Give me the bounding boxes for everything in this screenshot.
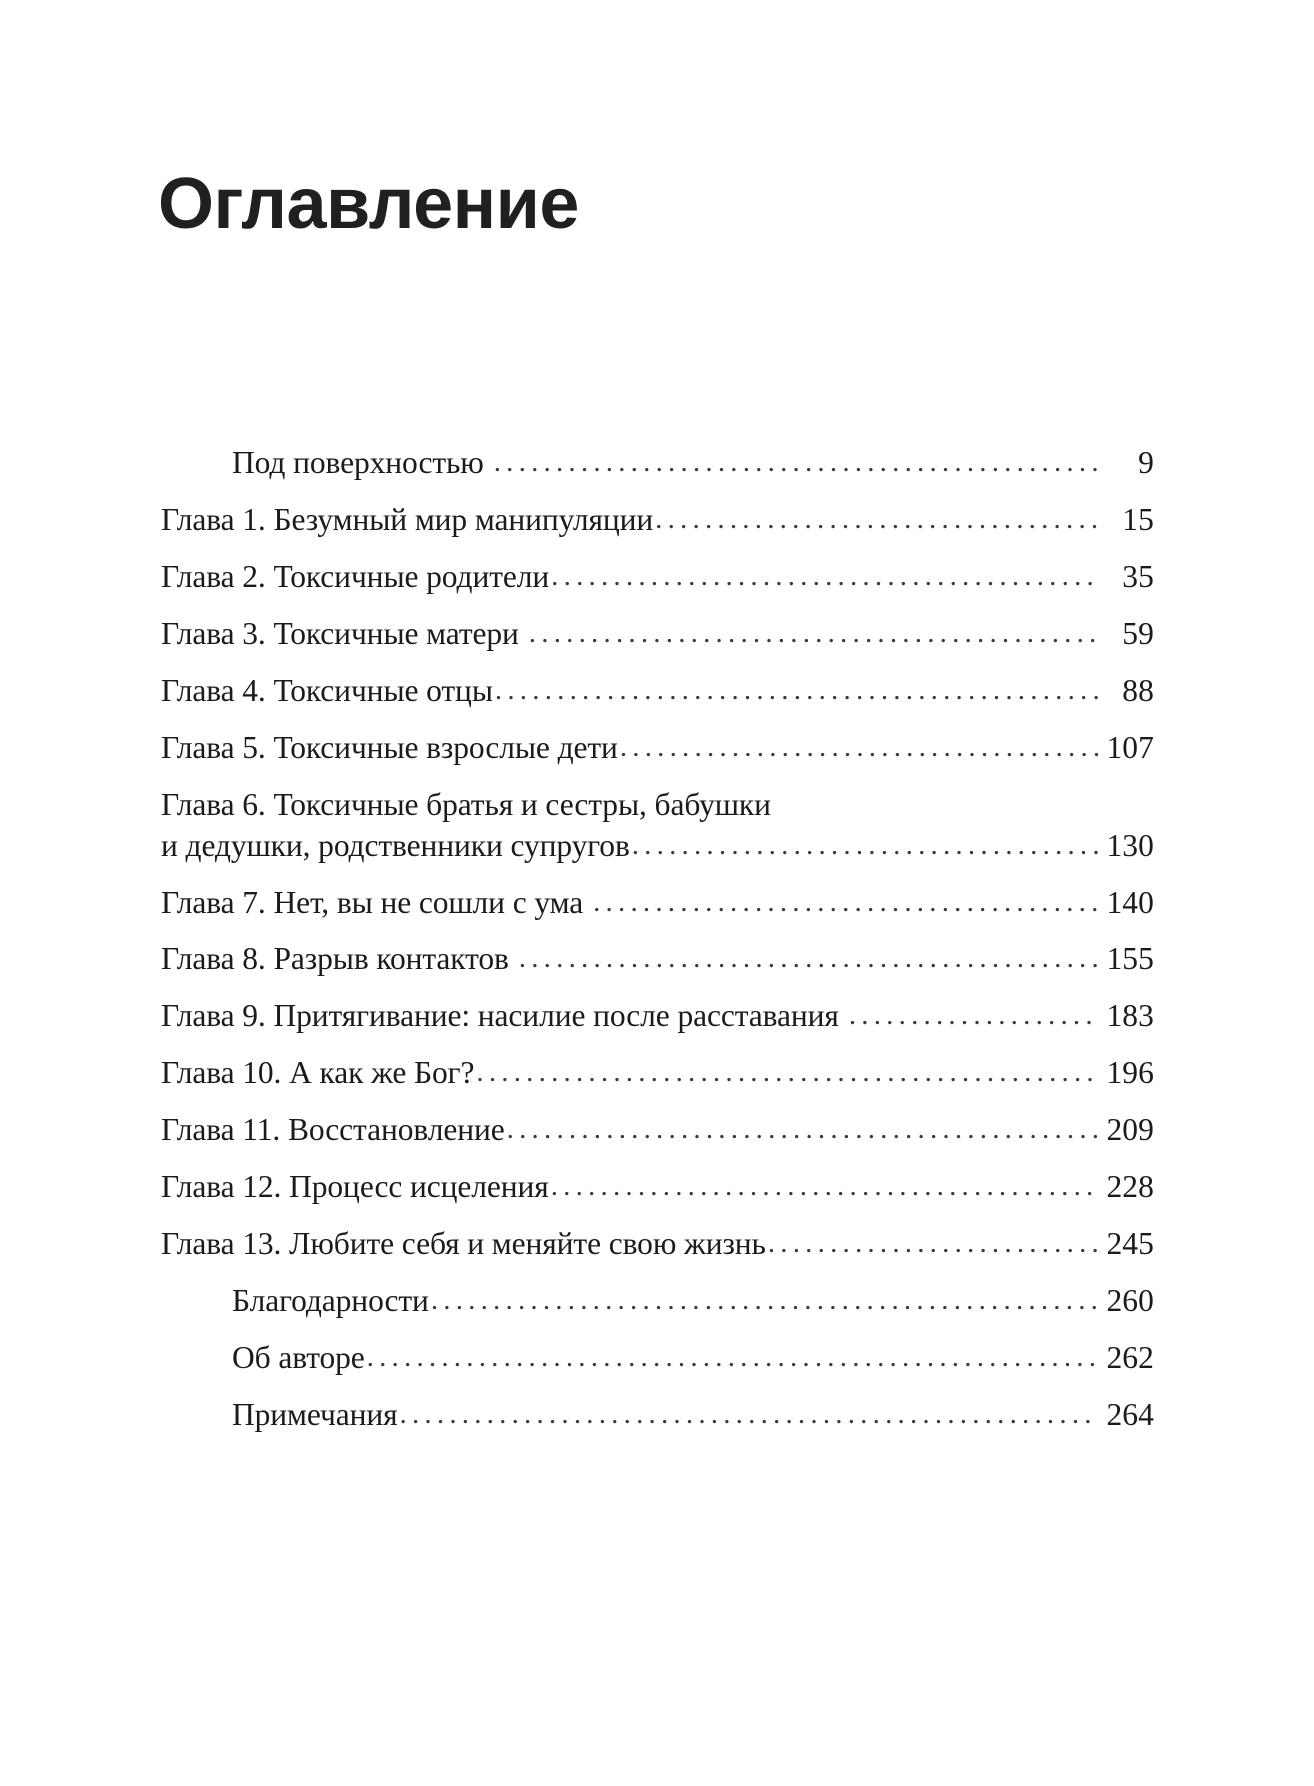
toc-entry-label: Об авторе bbox=[232, 1340, 365, 1375]
toc-entry-page-number: 130 bbox=[1106, 827, 1154, 863]
toc-entry-row bbox=[161, 728, 1154, 769]
toc-entry-page-number: 88 bbox=[1122, 672, 1154, 708]
toc-entry-label: Глава 7. Нет, вы не сошли с ума bbox=[161, 884, 584, 920]
toc-entry-first-line: Глава 6. Токсичные братья и сестры, бабушки bbox=[161, 786, 771, 822]
toc-entry[interactable] bbox=[0, 728, 1314, 769]
toc-entry[interactable] bbox=[0, 557, 1314, 598]
toc-entry-page-number: 9 bbox=[1138, 445, 1154, 480]
toc-entry-label: Глава 4. Токсичные отцы bbox=[161, 672, 493, 708]
toc-dot-leader bbox=[551, 1168, 1098, 1206]
toc-entry-row bbox=[161, 939, 1154, 980]
toc-dot-leader bbox=[551, 558, 1098, 596]
toc-entry-label: Под поверхностью bbox=[232, 445, 484, 480]
toc-entry-label: Глава 2. Токсичные родители bbox=[161, 558, 550, 594]
toc-entry-page-number: 228 bbox=[1106, 1169, 1154, 1205]
toc-entry-row bbox=[161, 1224, 1154, 1265]
toc-dot-leader bbox=[768, 1225, 1098, 1263]
toc-dot-leader bbox=[507, 1111, 1098, 1149]
toc-entry-row bbox=[161, 883, 1154, 924]
toc-entry-row bbox=[161, 500, 1154, 541]
toc-entry-label: Глава 8. Разрыв контактов bbox=[161, 941, 509, 977]
toc-dot-leader bbox=[431, 1282, 1098, 1320]
toc-dot-leader bbox=[632, 827, 1098, 865]
toc-entry[interactable] bbox=[0, 1224, 1314, 1265]
toc-entry-row bbox=[161, 671, 1154, 712]
toc-dot-leader bbox=[849, 997, 1098, 1035]
toc-entry-row bbox=[161, 996, 1154, 1037]
toc-entry-label: Благодарности bbox=[232, 1283, 429, 1319]
toc-entry[interactable] bbox=[0, 671, 1314, 712]
toc-dot-leader bbox=[400, 1396, 1098, 1434]
toc-entry-row bbox=[161, 614, 1154, 655]
toc-entry-label: Глава 5. Токсичные взрослые дети bbox=[161, 729, 618, 765]
toc-dot-leader bbox=[476, 1054, 1098, 1092]
toc-dot-leader bbox=[620, 729, 1098, 767]
toc-entry-page-number: 196 bbox=[1106, 1055, 1154, 1091]
toc-entry-page-number: 59 bbox=[1122, 615, 1154, 651]
toc-list bbox=[0, 443, 1314, 1452]
toc-dot-leader bbox=[494, 444, 1098, 482]
toc-entry-page-number: 262 bbox=[1106, 1340, 1154, 1375]
toc-entry-label: Глава 13. Любите себя и меняйте свою жизнь bbox=[161, 1226, 766, 1262]
toc-entry-label: Глава 3. Токсичные матери bbox=[161, 615, 519, 651]
toc-entry-label: Глава 11. Восстановление bbox=[161, 1112, 505, 1148]
toc-entry-page-number: 209 bbox=[1106, 1112, 1154, 1148]
toc-entry-page-number: 107 bbox=[1106, 729, 1154, 765]
toc-entry-page-number: 264 bbox=[1106, 1396, 1154, 1432]
toc-entry-label: Глава 9. Притягивание: насилие после расставания bbox=[161, 998, 839, 1034]
toc-entry[interactable] bbox=[0, 1167, 1314, 1208]
toc-entry[interactable] bbox=[0, 1053, 1314, 1094]
toc-entry-page-number: 15 bbox=[1122, 501, 1154, 537]
toc-entry-row bbox=[161, 1167, 1154, 1208]
toc-dot-leader bbox=[367, 1339, 1098, 1377]
toc-dot-leader bbox=[519, 940, 1098, 978]
toc-entry-row bbox=[161, 1053, 1154, 1094]
toc-entry[interactable] bbox=[0, 785, 1314, 867]
toc-entry-page-number: 35 bbox=[1122, 558, 1154, 594]
toc-entry-label: Глава 10. А как же Бог? bbox=[161, 1055, 475, 1091]
toc-entry-label: и дедушки, родственники супругов bbox=[161, 827, 630, 863]
toc-entry-page-number: 260 bbox=[1106, 1283, 1154, 1319]
toc-entry-label: Глава 1. Безумный мир манипуляции bbox=[161, 501, 654, 537]
toc-entry[interactable] bbox=[0, 883, 1314, 924]
toc-entry-page-number: 183 bbox=[1106, 998, 1154, 1034]
toc-entry-row bbox=[161, 826, 1154, 867]
toc-entry[interactable] bbox=[0, 1110, 1314, 1151]
toc-entry-row bbox=[232, 443, 1154, 484]
toc-dot-leader bbox=[529, 615, 1098, 653]
toc-entry-row bbox=[232, 1281, 1154, 1322]
toc-entry[interactable] bbox=[0, 1395, 1314, 1436]
toc-entry[interactable] bbox=[0, 443, 1314, 484]
toc-entry-label: Примечания bbox=[232, 1396, 398, 1432]
toc-entry[interactable] bbox=[0, 1338, 1314, 1379]
toc-entry-row bbox=[232, 1395, 1154, 1436]
toc-entry-row bbox=[232, 1338, 1154, 1379]
toc-dot-leader bbox=[593, 884, 1098, 922]
toc-entry-label: Глава 12. Процесс исцеления bbox=[161, 1169, 549, 1205]
toc-entry[interactable] bbox=[0, 500, 1314, 541]
toc-entry-row bbox=[161, 557, 1154, 598]
toc-entry[interactable] bbox=[0, 939, 1314, 980]
toc-dot-leader bbox=[495, 672, 1098, 710]
toc-entry-row bbox=[161, 1110, 1154, 1151]
toc-entry[interactable] bbox=[0, 614, 1314, 655]
toc-entry[interactable] bbox=[0, 1281, 1314, 1322]
toc-entry-page-number: 155 bbox=[1106, 941, 1154, 977]
toc-entry-page-number: 140 bbox=[1106, 884, 1154, 920]
toc-entry[interactable] bbox=[0, 996, 1314, 1037]
page-title: Оглавление bbox=[158, 164, 579, 245]
toc-entry-page-number: 245 bbox=[1106, 1226, 1154, 1262]
toc-dot-leader bbox=[655, 501, 1098, 539]
